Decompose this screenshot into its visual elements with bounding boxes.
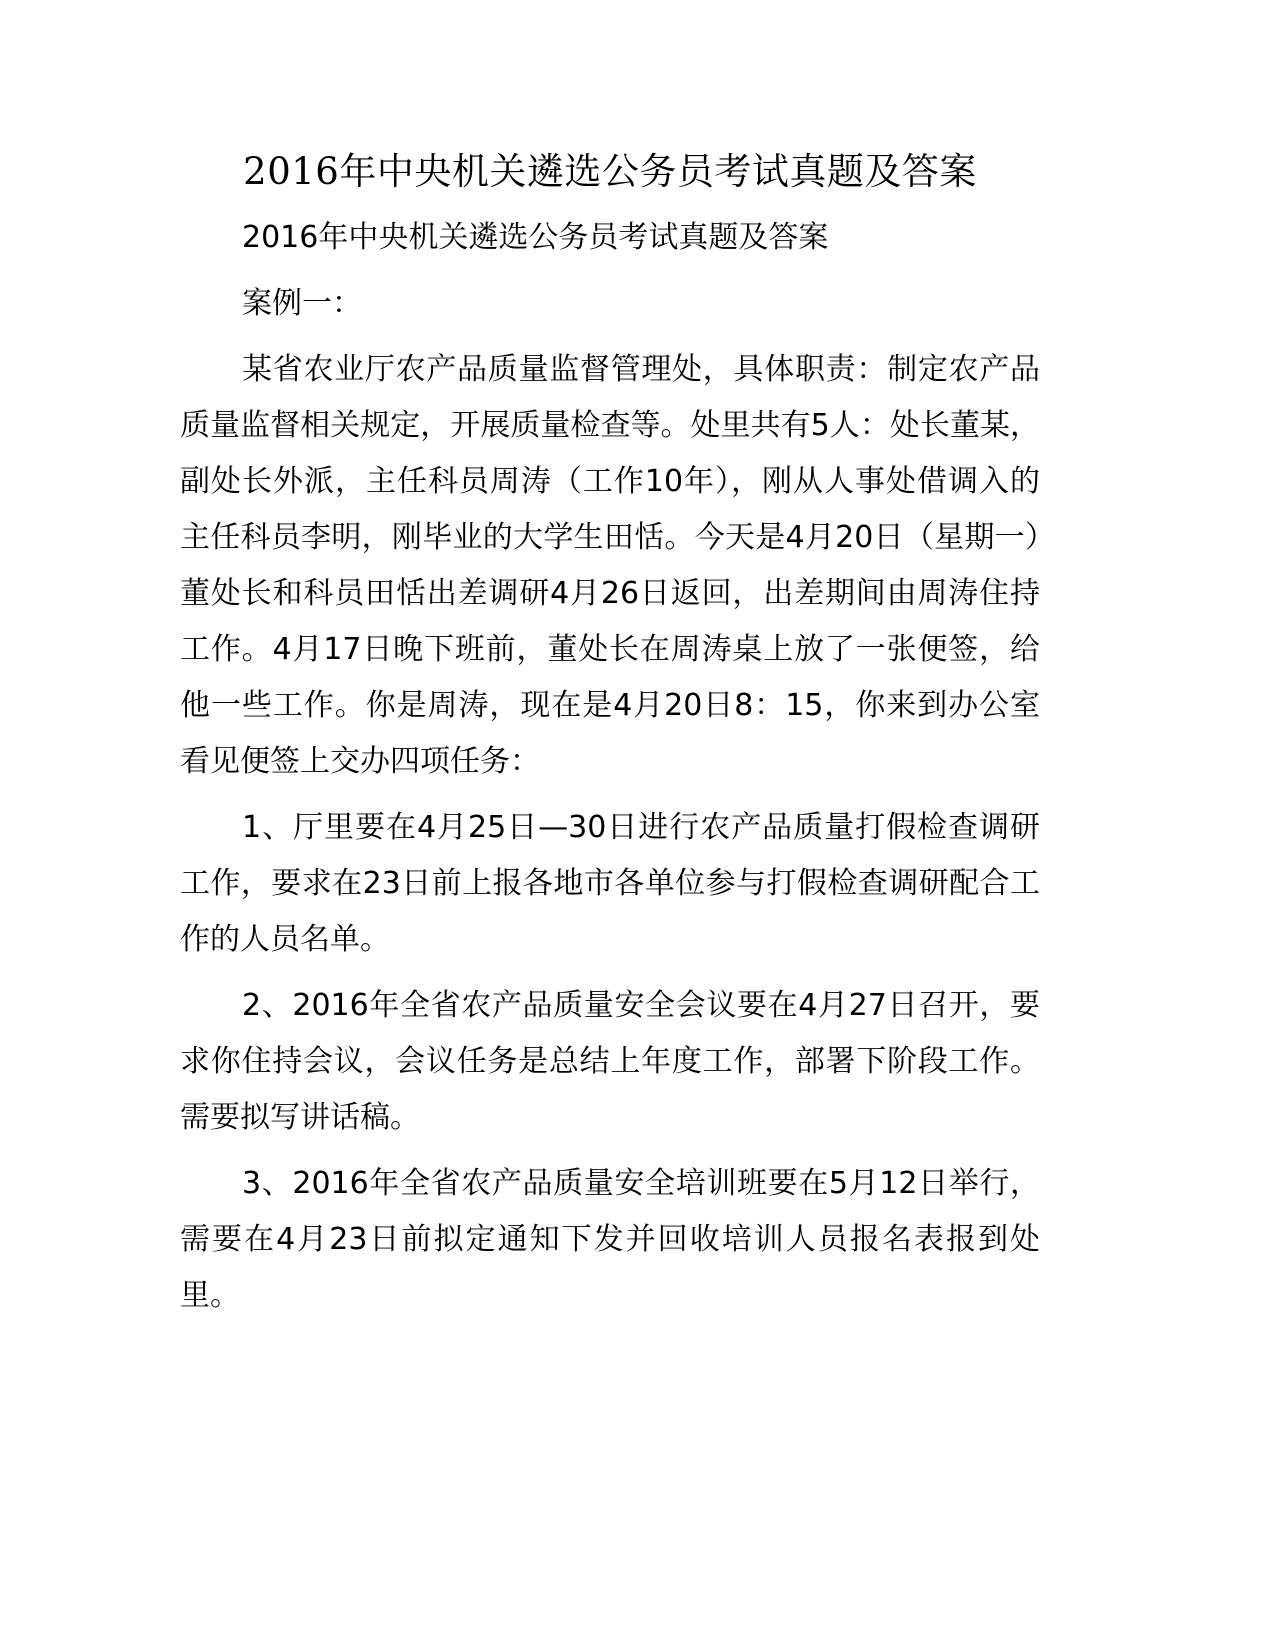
paragraph-task-1: 1、厅里要在4月25日—30日进行农产品质量打假检查调研工作，要求在23日前上报各地市各单位参与打假检查调研配合工作的人员名单。 <box>180 810 1040 957</box>
paragraph-case-heading: 案例一： <box>242 286 362 321</box>
paragraph-task-2: 2、2016年全省农产品质量安全会议要在4月27日召开，要求你住持会议，会议任务是总结上年度工作，部署下阶段工作。需要拟写讲话稿。 <box>180 988 1040 1135</box>
paragraph-task-3: 3、2016年全省农产品质量安全培训班要在5月12日举行，需要在4月23日前拟定通知下发并回收培训人员报名表报到处里。 <box>180 1166 1040 1313</box>
document-page <box>180 140 1040 1334</box>
paragraph-subtitle: 2016年中央机关遴选公务员考试真题及答案 <box>242 220 829 255</box>
document-title: 2016年中央机关遴选公务员考试真题及答案 <box>243 150 977 193</box>
paragraph-case-description: 某省农业厅农产品质量监督管理处，具体职责：制定农产品质量监督相关规定，开展质量检查等。处里共有5人：处长董某，副处长外派，主任科员周涛（工作10年），刚从人事处借调入的主任科员李明，刚毕业的大学生田恬。今天是4月20日（星期一）董处长和科员田恬出差调研4月26日返回，出差期间由周涛住持工作。4月17日晚下班前，董处长在周涛桌上放了一张便签，给他一些工作。你是周涛，现在是4月20日8：15，你来到办公室看见便签上交办四项任务： <box>180 352 1040 779</box>
